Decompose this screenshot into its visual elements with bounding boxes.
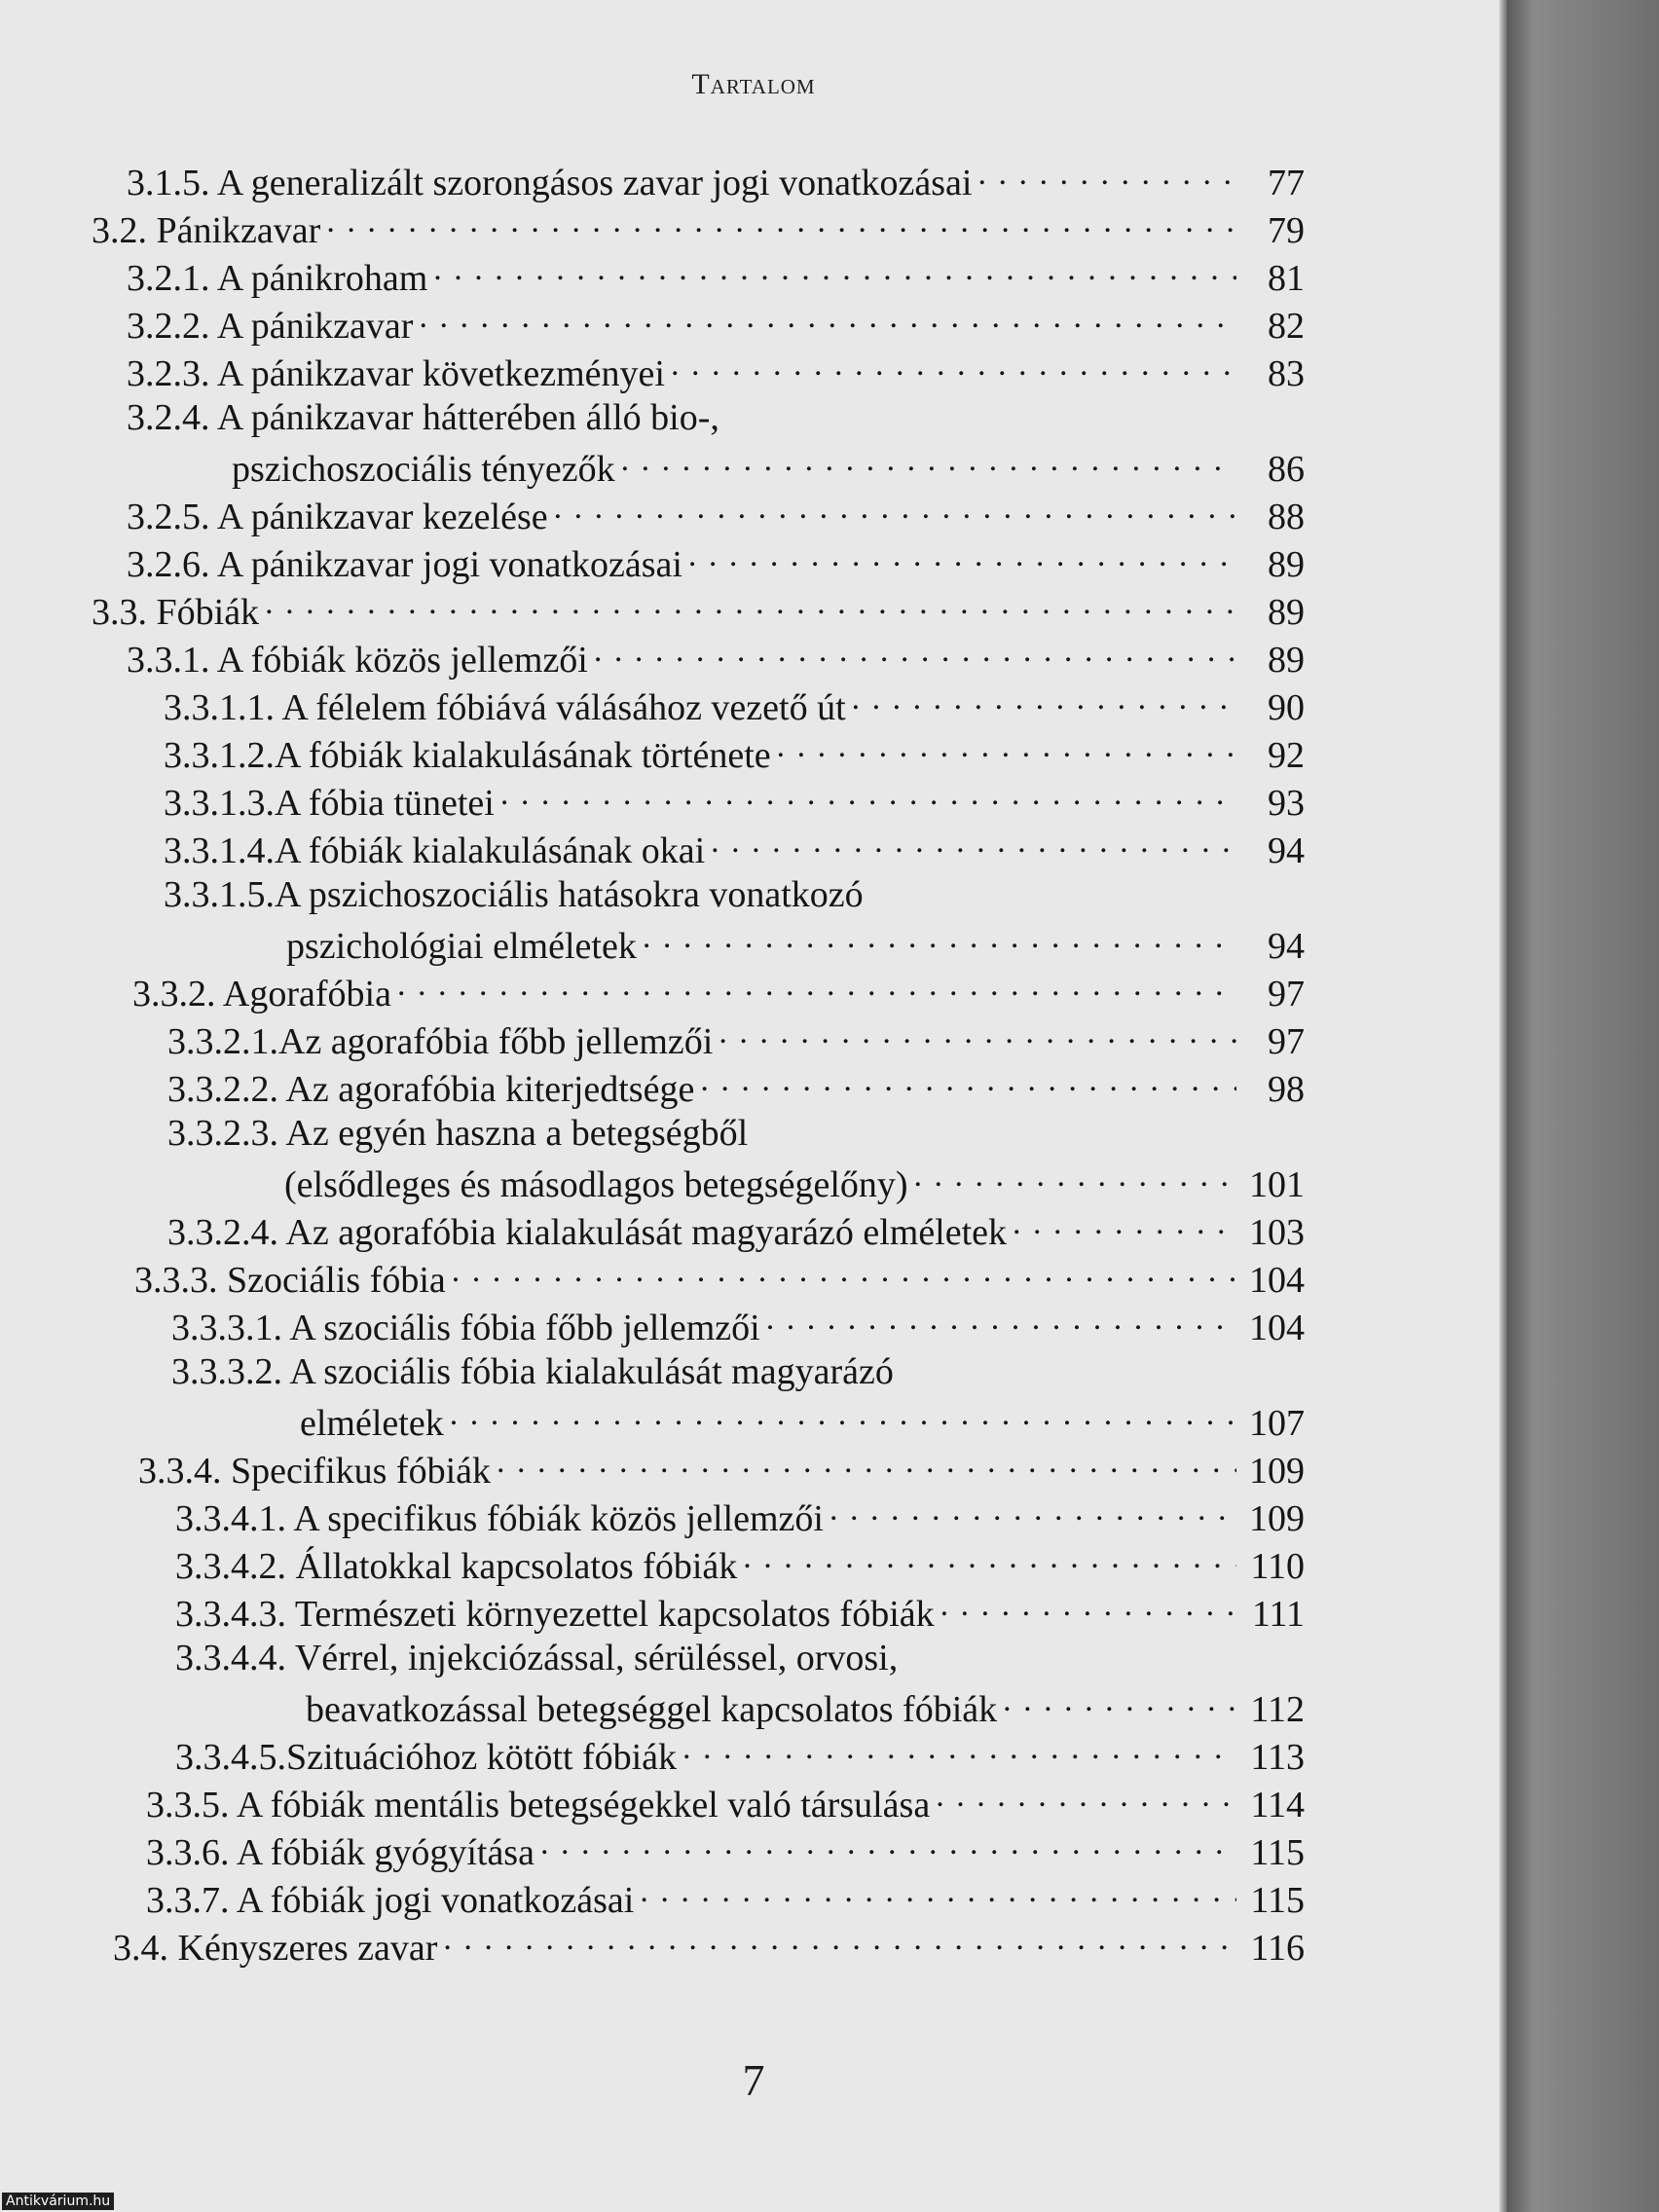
dot-leader — [1013, 1207, 1236, 1244]
toc-entry[interactable] — [167, 1016, 1305, 1064]
toc-entry-label: 3.3.4.3. Természeti környezettel kapcsolatos fóbiák — [175, 1594, 935, 1635]
toc-entry[interactable] — [164, 826, 1305, 873]
toc-entry[interactable] — [306, 1684, 1305, 1732]
page-header: Tartalom — [691, 68, 816, 100]
dot-leader — [554, 492, 1236, 529]
toc-page-number: 88 — [1268, 497, 1305, 537]
toc-entry[interactable] — [127, 253, 1305, 301]
dot-leader — [671, 349, 1236, 386]
dot-leader — [852, 682, 1236, 719]
toc-entry[interactable] — [232, 444, 1305, 492]
toc-entry-continuation: pszichológiai elméletek — [286, 926, 637, 967]
toc-page-number: 94 — [1268, 830, 1305, 871]
toc-page-number: 103 — [1249, 1212, 1305, 1253]
toc-entry-label: 3.4. Kényszeres zavar — [113, 1928, 438, 1969]
toc-entry-label: 3.3.2.4. Az agorafóbia kialakulását magyarázó elméletek — [167, 1212, 1008, 1253]
toc-entry-label: 3.3.2.2. Az agorafóbia kiterjedtsége — [167, 1069, 695, 1110]
toc-page-number: 82 — [1268, 306, 1305, 347]
dot-leader — [419, 301, 1236, 338]
toc-entry[interactable] — [171, 1303, 1305, 1350]
toc-entry-label: 3.1.5. A generalizált szorongásos zavar jogi vonatkozásai — [127, 163, 973, 203]
dot-leader — [940, 1589, 1236, 1626]
dot-leader — [452, 1255, 1236, 1292]
dot-leader — [397, 969, 1236, 1006]
toc-page-number: 109 — [1249, 1498, 1305, 1539]
dot-leader — [500, 778, 1236, 815]
toc-entry-label: 3.2.2. A pánikzavar — [127, 306, 414, 347]
page-number: 7 — [742, 2055, 765, 2105]
toc-entry-label: 3.3.7. A fóbiák jogi vonatkozásai — [146, 1880, 635, 1921]
toc-page-number: 114 — [1250, 1785, 1305, 1825]
toc-page-number: 90 — [1268, 687, 1305, 728]
toc-entry-label: 3.3.4.2. Állatokkal kapcsolatos fóbiák — [175, 1546, 738, 1587]
toc-entry-label: 3.3.1.4.A fóbiák kialakulásának okai — [164, 830, 706, 871]
toc-entry-label: 3.3.3. Szociális fóbia — [134, 1260, 446, 1301]
toc-page-number: 97 — [1268, 974, 1305, 1014]
toc-page-number: 115 — [1250, 1832, 1305, 1873]
toc-entry[interactable] — [175, 1732, 1305, 1780]
toc-entry-label: 3.2.4. A pánikzavar hátterében álló bio-, — [127, 397, 719, 438]
toc-page-number: 97 — [1268, 1021, 1305, 1062]
dot-leader — [700, 1064, 1236, 1101]
dot-leader — [594, 635, 1236, 672]
dot-leader — [777, 730, 1236, 767]
toc-entry-label: 3.2.3. A pánikzavar következményei — [127, 353, 665, 394]
toc-entry[interactable] — [92, 587, 1305, 635]
toc-entry[interactable] — [127, 635, 1305, 682]
toc-entry[interactable] — [127, 349, 1305, 396]
toc-page-number: 83 — [1268, 353, 1305, 394]
dot-leader — [977, 158, 1236, 195]
toc-entry[interactable] — [164, 682, 1305, 730]
toc-entry-label: 3.3.4.4. Vérrel, injekciózással, sérüléssel, orvosi, — [175, 1638, 899, 1678]
watermark: Antikvárium.hu — [2, 2193, 114, 2210]
toc-entry[interactable] — [286, 921, 1305, 969]
toc-entry-continuation: elméletek — [300, 1403, 444, 1444]
toc-page-number: 92 — [1268, 735, 1305, 776]
toc-entry-label: 3.3.2. Agorafóbia — [132, 974, 391, 1014]
dot-leader — [326, 205, 1236, 242]
dot-leader — [497, 1446, 1236, 1483]
toc-entry-label: 3.3.2.1.Az agorafóbia főbb jellemzői — [167, 1021, 714, 1062]
toc-page-number: 81 — [1268, 258, 1305, 299]
dot-leader — [643, 921, 1236, 958]
toc-entry-continuation: (elsődleges és másodlagos betegségelőny) — [284, 1164, 908, 1205]
toc-entry-label: 3.3.1. A fóbiák közös jellemzői — [127, 640, 588, 681]
toc-entry-label: 3.3.4. Specifikus fóbiák — [138, 1451, 492, 1492]
dot-leader — [682, 1732, 1236, 1769]
dot-leader — [688, 539, 1236, 576]
toc-entry[interactable] — [127, 158, 1305, 205]
toc-entry[interactable] — [127, 539, 1305, 587]
toc-page-number: 89 — [1268, 592, 1305, 633]
toc-entry[interactable] — [167, 1207, 1305, 1255]
toc-entry-label: 3.2.6. A pánikzavar jogi vonatkozásai — [127, 544, 682, 585]
toc-entry[interactable] — [113, 1923, 1305, 1971]
toc-page-number: 98 — [1268, 1069, 1305, 1110]
dot-leader — [830, 1493, 1236, 1530]
toc-page-number: 113 — [1250, 1737, 1305, 1778]
toc-page-number: 77 — [1268, 163, 1305, 203]
toc-page-number: 86 — [1268, 449, 1305, 490]
dot-leader — [450, 1398, 1236, 1435]
toc-page-number: 104 — [1249, 1308, 1305, 1348]
toc-entry[interactable] — [138, 1446, 1305, 1493]
toc-entry[interactable] — [127, 492, 1305, 539]
dot-leader — [640, 1875, 1236, 1912]
toc-entry-label: 3.3.5. A fóbiák mentális betegségekkel való társulása — [146, 1785, 931, 1825]
toc-page-number: 89 — [1268, 640, 1305, 681]
toc-entry[interactable] — [175, 1493, 1305, 1541]
dot-leader — [719, 1016, 1236, 1053]
toc-entry[interactable] — [284, 1160, 1305, 1207]
toc-page-number: 111 — [1251, 1594, 1305, 1635]
toc-entry[interactable] — [300, 1398, 1305, 1446]
toc-entry-label: 3.3.4.1. A specifikus fóbiák közös jellemzői — [175, 1498, 824, 1539]
toc-entry[interactable] — [127, 301, 1305, 349]
toc-page-number: 94 — [1268, 926, 1305, 967]
toc-entry[interactable] — [146, 1875, 1305, 1923]
toc-entry-continuation: pszichoszociális tényezők — [232, 449, 615, 490]
dot-leader — [443, 1923, 1236, 1960]
toc-entry[interactable] — [146, 1827, 1305, 1875]
toc-page-number: 112 — [1250, 1689, 1305, 1730]
toc-entry-continuation: beavatkozással betegséggel kapcsolatos fóbiák — [306, 1689, 998, 1730]
dot-leader — [433, 253, 1236, 290]
toc-entry[interactable] — [164, 730, 1305, 778]
toc-page-number: 89 — [1268, 544, 1305, 585]
toc-entry-label: 3.3.1.2.A fóbiák kialakulásának története — [164, 735, 771, 776]
toc-entry-label: 3.3.3.2. A szociális fóbia kialakulását magyarázó — [171, 1351, 894, 1392]
toc-page-number: 93 — [1268, 783, 1305, 824]
toc-entry[interactable] — [167, 1064, 1305, 1112]
toc-page-number: 107 — [1249, 1403, 1305, 1444]
toc-entry-label: 3.3.3.1. A szociális fóbia főbb jellemzői — [171, 1308, 760, 1348]
adjacent-page — [1507, 0, 1659, 2212]
toc-entry-label: 3.3.1.3.A fóbia tünetei — [164, 783, 495, 824]
toc-entry-label: 3.2.5. A pánikzavar kezelése — [127, 497, 548, 537]
toc-entry[interactable] — [132, 969, 1305, 1016]
toc-entry-label: 3.3.2.3. Az egyén haszna a betegségből — [167, 1113, 749, 1154]
toc-entry[interactable] — [146, 1780, 1305, 1827]
toc-entry-label: 3.3.6. A fóbiák gyógyítása — [146, 1832, 535, 1873]
toc-entry-label: 3.3. Fóbiák — [92, 592, 260, 633]
dot-leader — [766, 1303, 1236, 1340]
dot-leader — [1003, 1684, 1236, 1721]
dot-leader — [711, 826, 1236, 863]
dot-leader — [540, 1827, 1236, 1864]
toc-entry-label: 3.3.4.5.Szituációhoz kötött fóbiák — [175, 1737, 678, 1778]
toc-page-number: 101 — [1249, 1164, 1305, 1205]
toc-page-number: 109 — [1249, 1451, 1305, 1492]
toc-entry-label: 3.2. Pánikzavar — [92, 210, 321, 251]
toc-entry[interactable] — [175, 1541, 1305, 1589]
dot-leader — [621, 444, 1236, 481]
toc-page-number: 110 — [1250, 1546, 1305, 1587]
dot-leader — [936, 1780, 1236, 1817]
toc-entry-label: 3.3.1.5.A pszichoszociális hatásokra vonatkozó — [164, 874, 864, 915]
toc-page-number: 115 — [1250, 1880, 1305, 1921]
toc-entry-label: 3.2.1. A pánikroham — [127, 258, 428, 299]
toc-page-number: 104 — [1249, 1260, 1305, 1301]
dot-leader — [743, 1541, 1236, 1578]
toc-entry[interactable] — [164, 778, 1305, 826]
toc-page-number: 79 — [1268, 210, 1305, 251]
toc-entry[interactable] — [175, 1589, 1305, 1637]
toc-page-number: 116 — [1250, 1928, 1305, 1969]
toc-entry[interactable] — [92, 205, 1305, 253]
toc-entry-label: 3.3.1.1. A félelem fóbiává válásához vezető út — [164, 687, 846, 728]
dot-leader — [914, 1160, 1236, 1197]
dot-leader — [265, 587, 1236, 624]
toc-entry[interactable] — [134, 1255, 1305, 1303]
